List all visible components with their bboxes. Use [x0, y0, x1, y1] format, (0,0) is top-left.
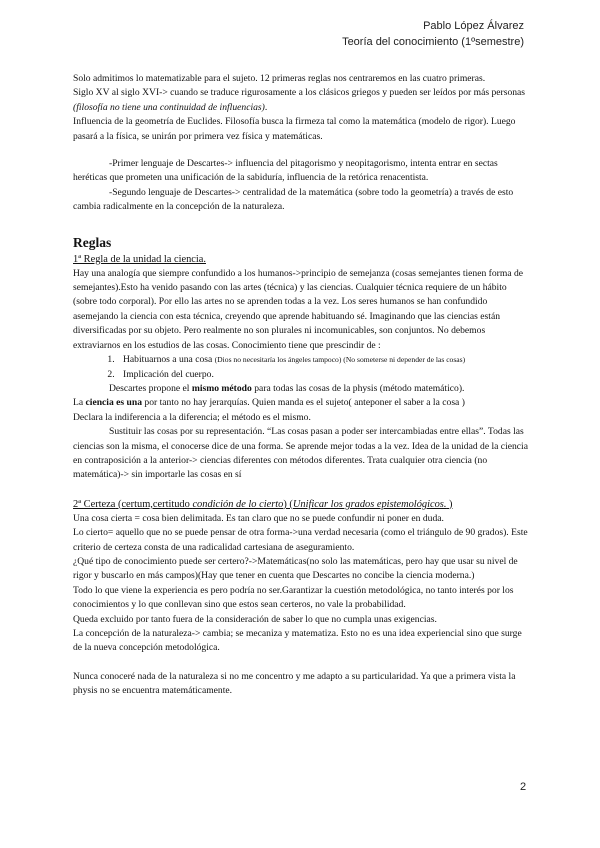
document-body [73, 72, 531, 699]
paragraph: Solo admitimos lo matematizable para el sujeto. 12 primeras reglas nos centraremos en las cuatro primeras. [73, 73, 486, 84]
paragraph: Lo cierto= aquello que no se puede pensar de otra forma->una verdad necesaria (como el triángulo de 90 grados). Este criterio de certeza consta de una radicalidad cartesiana de aseguramiento. [73, 527, 528, 553]
paragraph: Sustituir las cosas por su representación. “Las cosas pasan a poder ser intercambiadas entre ellas”. Todas las ciencias son la misma, el conocerse dice de una forma. Se aprende mejor todas a la vez. Idea de la unidad de la ciencia en contraposición a la anterior-> ciencias diferentes con métodos diferentes. Trata cualquier otra ciencia (no matemática)-> sin importarle las cosas en sí [73, 426, 528, 481]
header-course: Teoría del conocimiento (1ºsemestre) [342, 36, 524, 48]
paragraph: Influencia de la geometría de Euclides. Filosofía busca la firmeza tal como la matemática (modelo de rigor). Luego pasará a la física, se unirán por primera vez física y matemáticas. [73, 116, 516, 142]
paragraph: Siglo XV al siglo XVI-> cuando se traduce rigurosamente a los clásicos griegos y pueden ser leídos por más personas (filosofía no tiene una continuidad de influencias). [73, 87, 526, 113]
paragraph: Queda excluido por tanto fuera de la consideración de saber lo que no cumpla unas exigencias. [73, 613, 437, 625]
paragraph: La concepción de la naturaleza-> cambia; se mecaniza y matematiza. Esto no es una idea experiencial sino que surge de la nueva concepción metodológica. [73, 628, 522, 654]
section-title: Reglas [73, 234, 112, 250]
paragraph: Descartes propone el mismo método para todas las cosas de la physis (método matemático). [109, 382, 465, 394]
list-item: 1. Habituarnos a una cosa (Dios no necesitaría los ángeles tampoco) (No someterse ni depender de las cosas) [117, 353, 531, 367]
header-author: Pablo López Álvarez [423, 20, 524, 32]
paragraph: Todo lo que viene la experiencia es pero podría no ser.Garantizar la cuestión metodológica, no tanto interés por los conocimientos y lo que conllevan sino que estos sean certeros, no vale la probabilidad. [73, 584, 514, 611]
paragraph: ¿Qué tipo de conocimiento puede ser certero?->Matemáticas(no solo las matemáticas, pero hay que usar su nivel de rigor y buscarlo en más campos)(Hay que tener en cuenta que Descartes no concibe la ciencia moderna.) [73, 555, 518, 582]
paragraph: Nunca conoceré nada de la naturaleza si no me concentro y me adapto a su particularidad. Ya que a primera vista la physis no se encuentra matemáticamente. [73, 670, 516, 697]
page-number: 2 [520, 781, 527, 793]
numbered-list [73, 353, 531, 382]
rule2-heading: 2ª Certeza (certum,certitudo condición de lo cierto) (Unificar los grados epistemológicos. ) [73, 498, 453, 510]
paragraph: Hay una analogía que siempre confundido a los humanos->principio de semejanza (cosas semejantes tienen forma de semejantes).Esto ha venido pasando con las artes (técnica) y las ciencias. Cualquier técnica requiere de un hábito (sobre todo corporal). Por ello las artes no se aprenden todas a la vez. Los seres humanos se han confundido asemejando la ciencia con esta técnica, creyendo que aprende habituando sé. Imaginando que las ciencias están diversificadas por su objeto. Pero realmente no son plurales ni incomunicables, son conjuntos. No debemos extraviarnos en los estudios de las cosas. Conocimiento tiene que prescindir de : [73, 267, 524, 351]
paragraph: -Primer lenguaje de Descartes-> influencia del pitagorismo y neopitagorismo, intenta entrar en sectas heréticas que prometen una unificación de la sabiduría, influencia de la retórica renacentista. [73, 158, 498, 184]
list-item: 2. Implicación del cuerpo. [117, 368, 531, 382]
paragraph: La ciencia es una por tanto no hay jerarquías. Quien manda es el sujeto( anteponer el saber a la cosa ) [73, 397, 465, 409]
paragraph: -Segundo lenguaje de Descartes-> centralidad de la matemática (sobre todo la geometría) a través de esto cambia radicalmente en la concepción de la naturaleza. [73, 186, 514, 213]
rule1-heading: 1ª Regla de la unidad la ciencia. [73, 253, 206, 265]
paragraph: Una cosa cierta = cosa bien delimitada. Es tan claro que no se puede confundir ni poner en duda. [73, 512, 444, 524]
paragraph: Declara la indiferencia a la diferencia; el método es el mismo. [73, 411, 311, 423]
